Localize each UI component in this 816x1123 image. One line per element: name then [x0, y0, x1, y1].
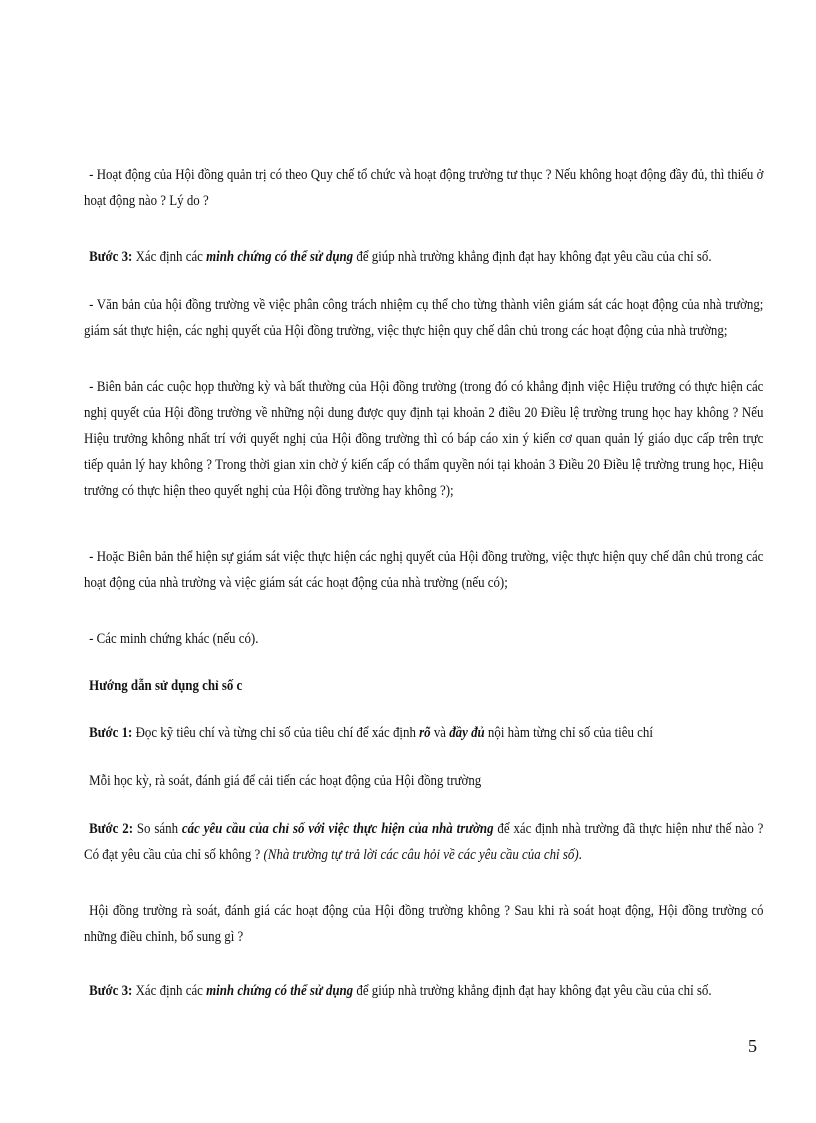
emphasis-text: rõ	[419, 725, 431, 741]
text-segment: Xác định các	[132, 983, 207, 999]
paragraph-evidence-supervision: - Hoặc Biên bản thể hiện sự giám sát việc thực hiện các nghị quyết của Hội đồng trường, việc thực hiện quy chế dân chủ trong các hoạt động của nhà trường và việc giám sát các hoạt động của nhà trường (nếu có);	[84, 549, 764, 591]
text-segment: nội hàm từng chỉ số của tiêu chí	[484, 725, 653, 741]
text-segment: .	[578, 847, 582, 863]
paragraph-hdqt-activity: - Hoạt động của Hội đồng quản trị có theo Quy chế tổ chức và hoạt động trường tư thục ? Nếu không hoạt động đầy đủ, thì thiếu ở hoạt động nào ? Lý do ?	[84, 167, 764, 209]
emphasis-text: đầy đủ	[449, 725, 485, 741]
italic-note: (Nhà trường tự trả lời các câu hỏi về các yêu cầu của chỉ số)	[263, 847, 579, 863]
text-segment: để giúp nhà trường khẳng định đạt hay không đạt yêu cầu của chỉ số.	[353, 249, 712, 265]
paragraph-step1	[84, 720, 763, 746]
emphasis-text: minh chứng có thể sử dụng	[206, 249, 354, 265]
paragraph-step3-evidence	[84, 244, 763, 270]
paragraph-council-review: Hội đồng trường rà soát, đánh giá các hoạt động của Hội đồng trường không ? Sau khi rà soát hoạt động, Hội đồng trường có những điều chỉnh, bổ sung gì ?	[84, 903, 764, 945]
emphasis-text: minh chứng có thể sử dụng	[206, 983, 354, 999]
step-label: Bước 2:	[89, 821, 134, 837]
emphasis-text: các yêu cầu của chỉ số với việc thực hiện của nhà trường	[181, 821, 494, 837]
text-segment: So sánh	[133, 821, 182, 837]
paragraph-step2	[84, 816, 763, 868]
paragraph-semester-review: Mỗi học kỳ, rà soát, đánh giá để cải tiến các hoạt động của Hội đồng trường	[89, 773, 482, 789]
paragraph-evidence-minutes: - Biên bản các cuộc họp thường kỳ và bất thường của Hội đồng trường (trong đó có khẳng định việc Hiệu trưởng có thực hiện các nghị quyết của Hội đồng trường về những nội dung được quy định tại khoản 2 điều 20 Điều lệ trường trung học hay không ? Nếu Hiệu trưởng không nhất trí với quyết nghị của Hội đồng trường thì có báp cáo xin ý kiến cơ quan quản lý giáo dục cấp trên trực tiếp quản lý hay không ? Trong thời gian xin chờ ý kiến cấp có thẩm quyền nói tại khoản 3 Điều 20 Điều lệ trường trung học, Hiệu trưởng có thực hiện theo quyết nghị của Hội đồng trường hay không ?);	[84, 379, 764, 499]
text-segment: Xác định các	[132, 249, 207, 265]
text-segment: để xác định nhà trường đã thực hiện như thế nào ? Có đạt yêu cầu của chỉ số không ?	[84, 821, 764, 863]
paragraph-step3-evidence-repeat	[84, 978, 763, 1004]
page-number: 5	[748, 1036, 757, 1056]
paragraph-evidence-assignment: - Văn bản của hội đồng trường về việc phân công trách nhiệm cụ thể cho từng thành viên giám sát các hoạt động của nhà trường; giám sát thực hiện, các nghị quyết của Hội đồng trường, việc thực hiện quy chế dân chủ trong các hoạt động của nhà trường;	[84, 297, 764, 339]
step-label: Bước 3:	[89, 983, 133, 999]
text-segment: Đọc kỹ tiêu chí và từng chỉ số của tiêu chí để xác định	[132, 725, 420, 741]
paragraph-other-evidence: - Các minh chứng khác (nếu có).	[89, 631, 259, 647]
step-label: Bước 1:	[89, 725, 133, 741]
step-label: Bước 3:	[89, 249, 133, 265]
text-segment: để giúp nhà trường khẳng định đạt hay không đạt yêu cầu của chỉ số.	[353, 983, 712, 999]
section-heading-indicator-c: Hướng dẫn sử dụng chỉ số c	[89, 678, 243, 694]
text-segment: và	[430, 725, 450, 741]
